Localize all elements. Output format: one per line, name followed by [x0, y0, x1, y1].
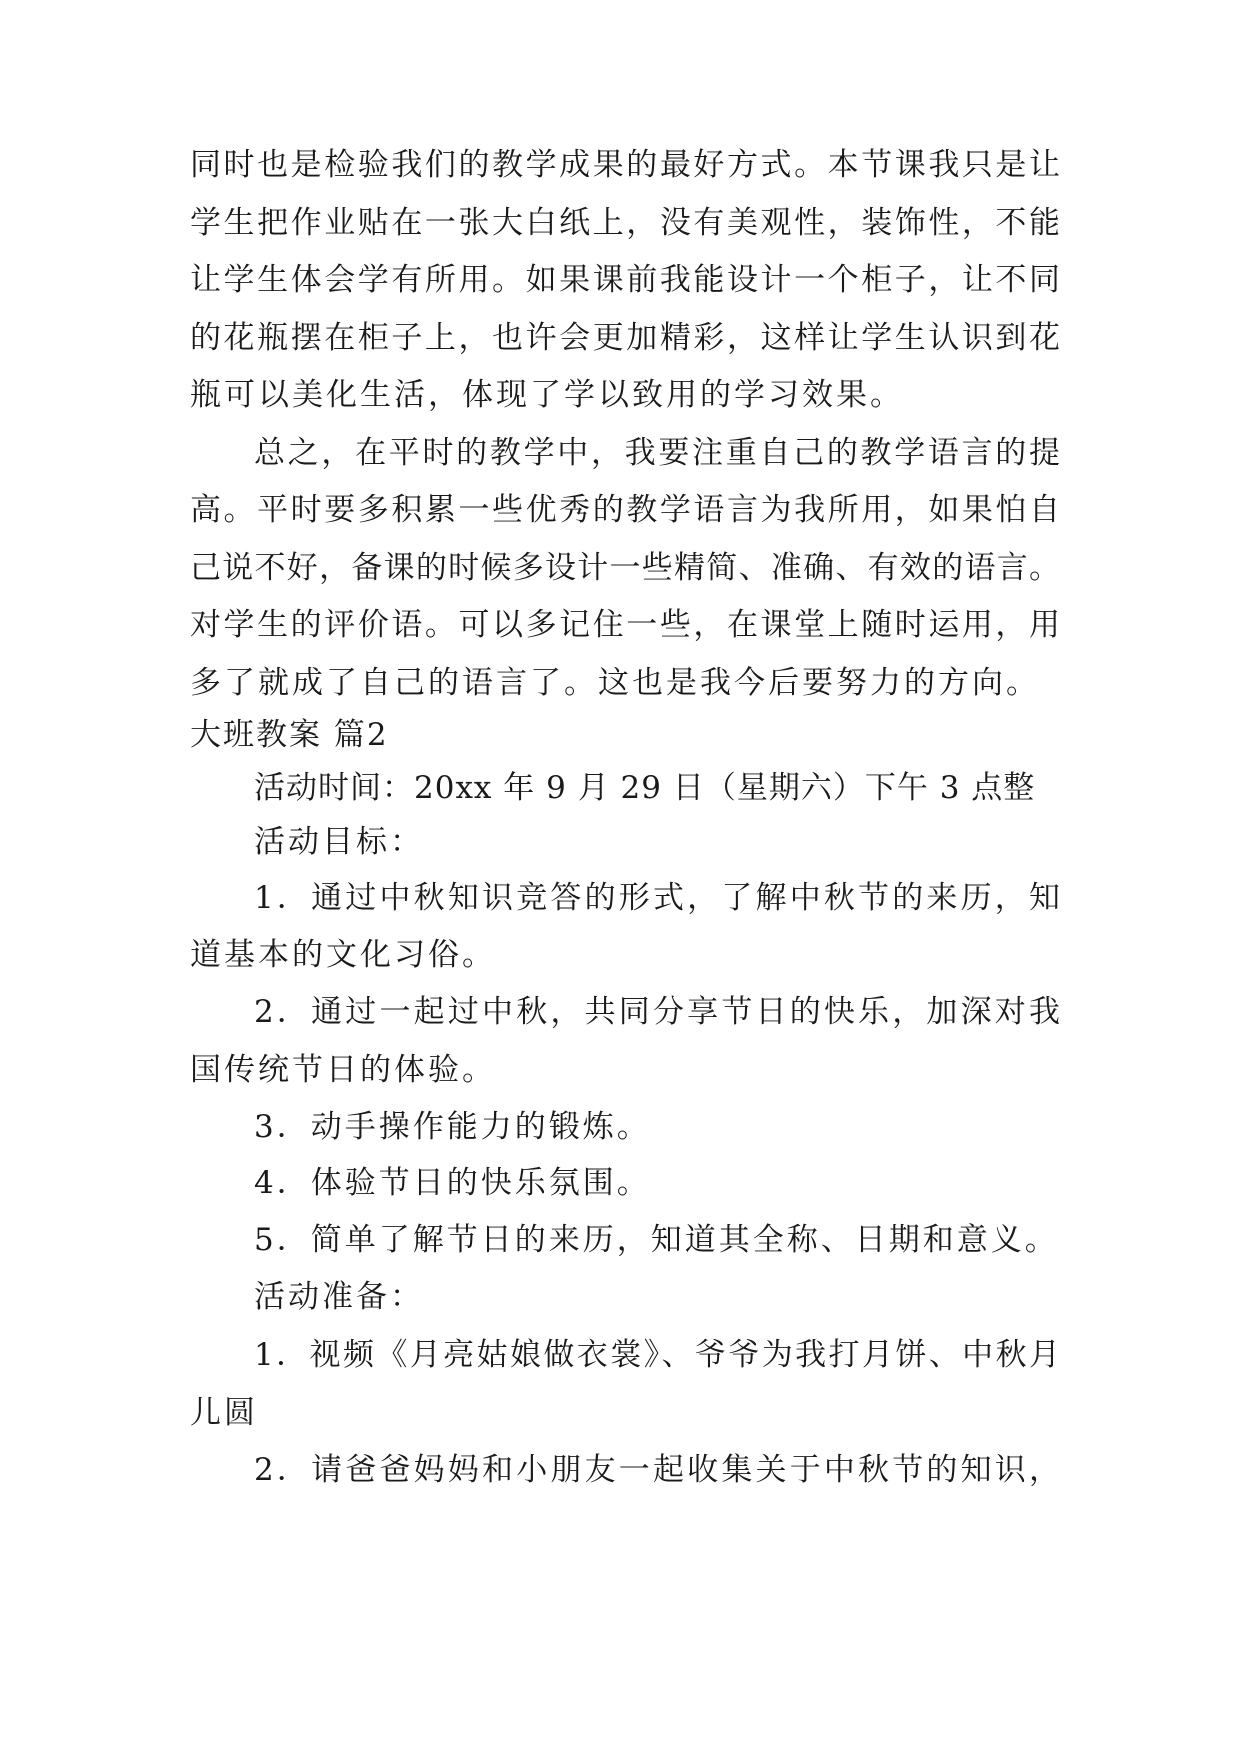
paragraph-start: 总之，在平时的教学中，我要注重自己的教学语言的提 — [254, 435, 1060, 471]
text-line: 学生把作业贴在一张大白纸上，没有美观性，装饰性，不能 — [190, 205, 1060, 241]
activity-prep-heading: 活动准备： — [254, 1279, 424, 1315]
activity-goals-heading: 活动目标： — [254, 824, 424, 860]
list-item: 1．视频《月亮姑娘做衣裳》、爷爷为我打月饼、中秋月 — [254, 1337, 1060, 1373]
text-line: 己说不好，备课的时候多设计一些精简、准确、有效的语言。 — [190, 550, 1060, 586]
text-line: 道基本的文化习俗。 — [190, 937, 496, 973]
list-item: 1．通过中秋知识竞答的形式，了解中秋节的来历，知 — [254, 880, 1060, 916]
text-line: 多了就成了自己的语言了。这也是我今后要努力的方向。 — [190, 665, 1040, 701]
activity-time: 活动时间：20xx 年 9 月 29 日（星期六）下午 3 点整 — [254, 770, 1036, 806]
text-line: 对学生的评价语。可以多记住一些，在课堂上随时运用，用 — [190, 607, 1060, 643]
text-line: 的花瓶摆在柜子上，也许会更加精彩，这样让学生认识到花 — [190, 320, 1060, 356]
text-line: 国传统节日的体验。 — [190, 1052, 496, 1088]
text-line: 瓶可以美化生活，体现了学以致用的学习效果。 — [190, 377, 904, 413]
list-item: 2．通过一起过中秋，共同分享节日的快乐，加深对我 — [254, 994, 1060, 1030]
text-line: 高。平时要多积累一些优秀的教学语言为我所用，如果怕自 — [190, 492, 1060, 528]
list-item: 4．体验节日的快乐氛围。 — [254, 1165, 651, 1201]
section-heading: 大班教案 篇2 — [190, 717, 389, 753]
text-line: 让学生体会学有所用。如果课前我能设计一个柜子，让不同 — [190, 262, 1060, 298]
text-line: 儿圆 — [190, 1395, 258, 1431]
list-item: 5．简单了解节日的来历，知道其全称、日期和意义。 — [254, 1222, 1059, 1258]
list-item: 3．动手操作能力的锻炼。 — [254, 1109, 651, 1145]
text-line: 同时也是检验我们的教学成果的最好方式。本节课我只是让 — [190, 147, 1060, 183]
list-item: 2．请爸爸妈妈和小朋友一起收集关于中秋节的知识， — [254, 1452, 1060, 1488]
